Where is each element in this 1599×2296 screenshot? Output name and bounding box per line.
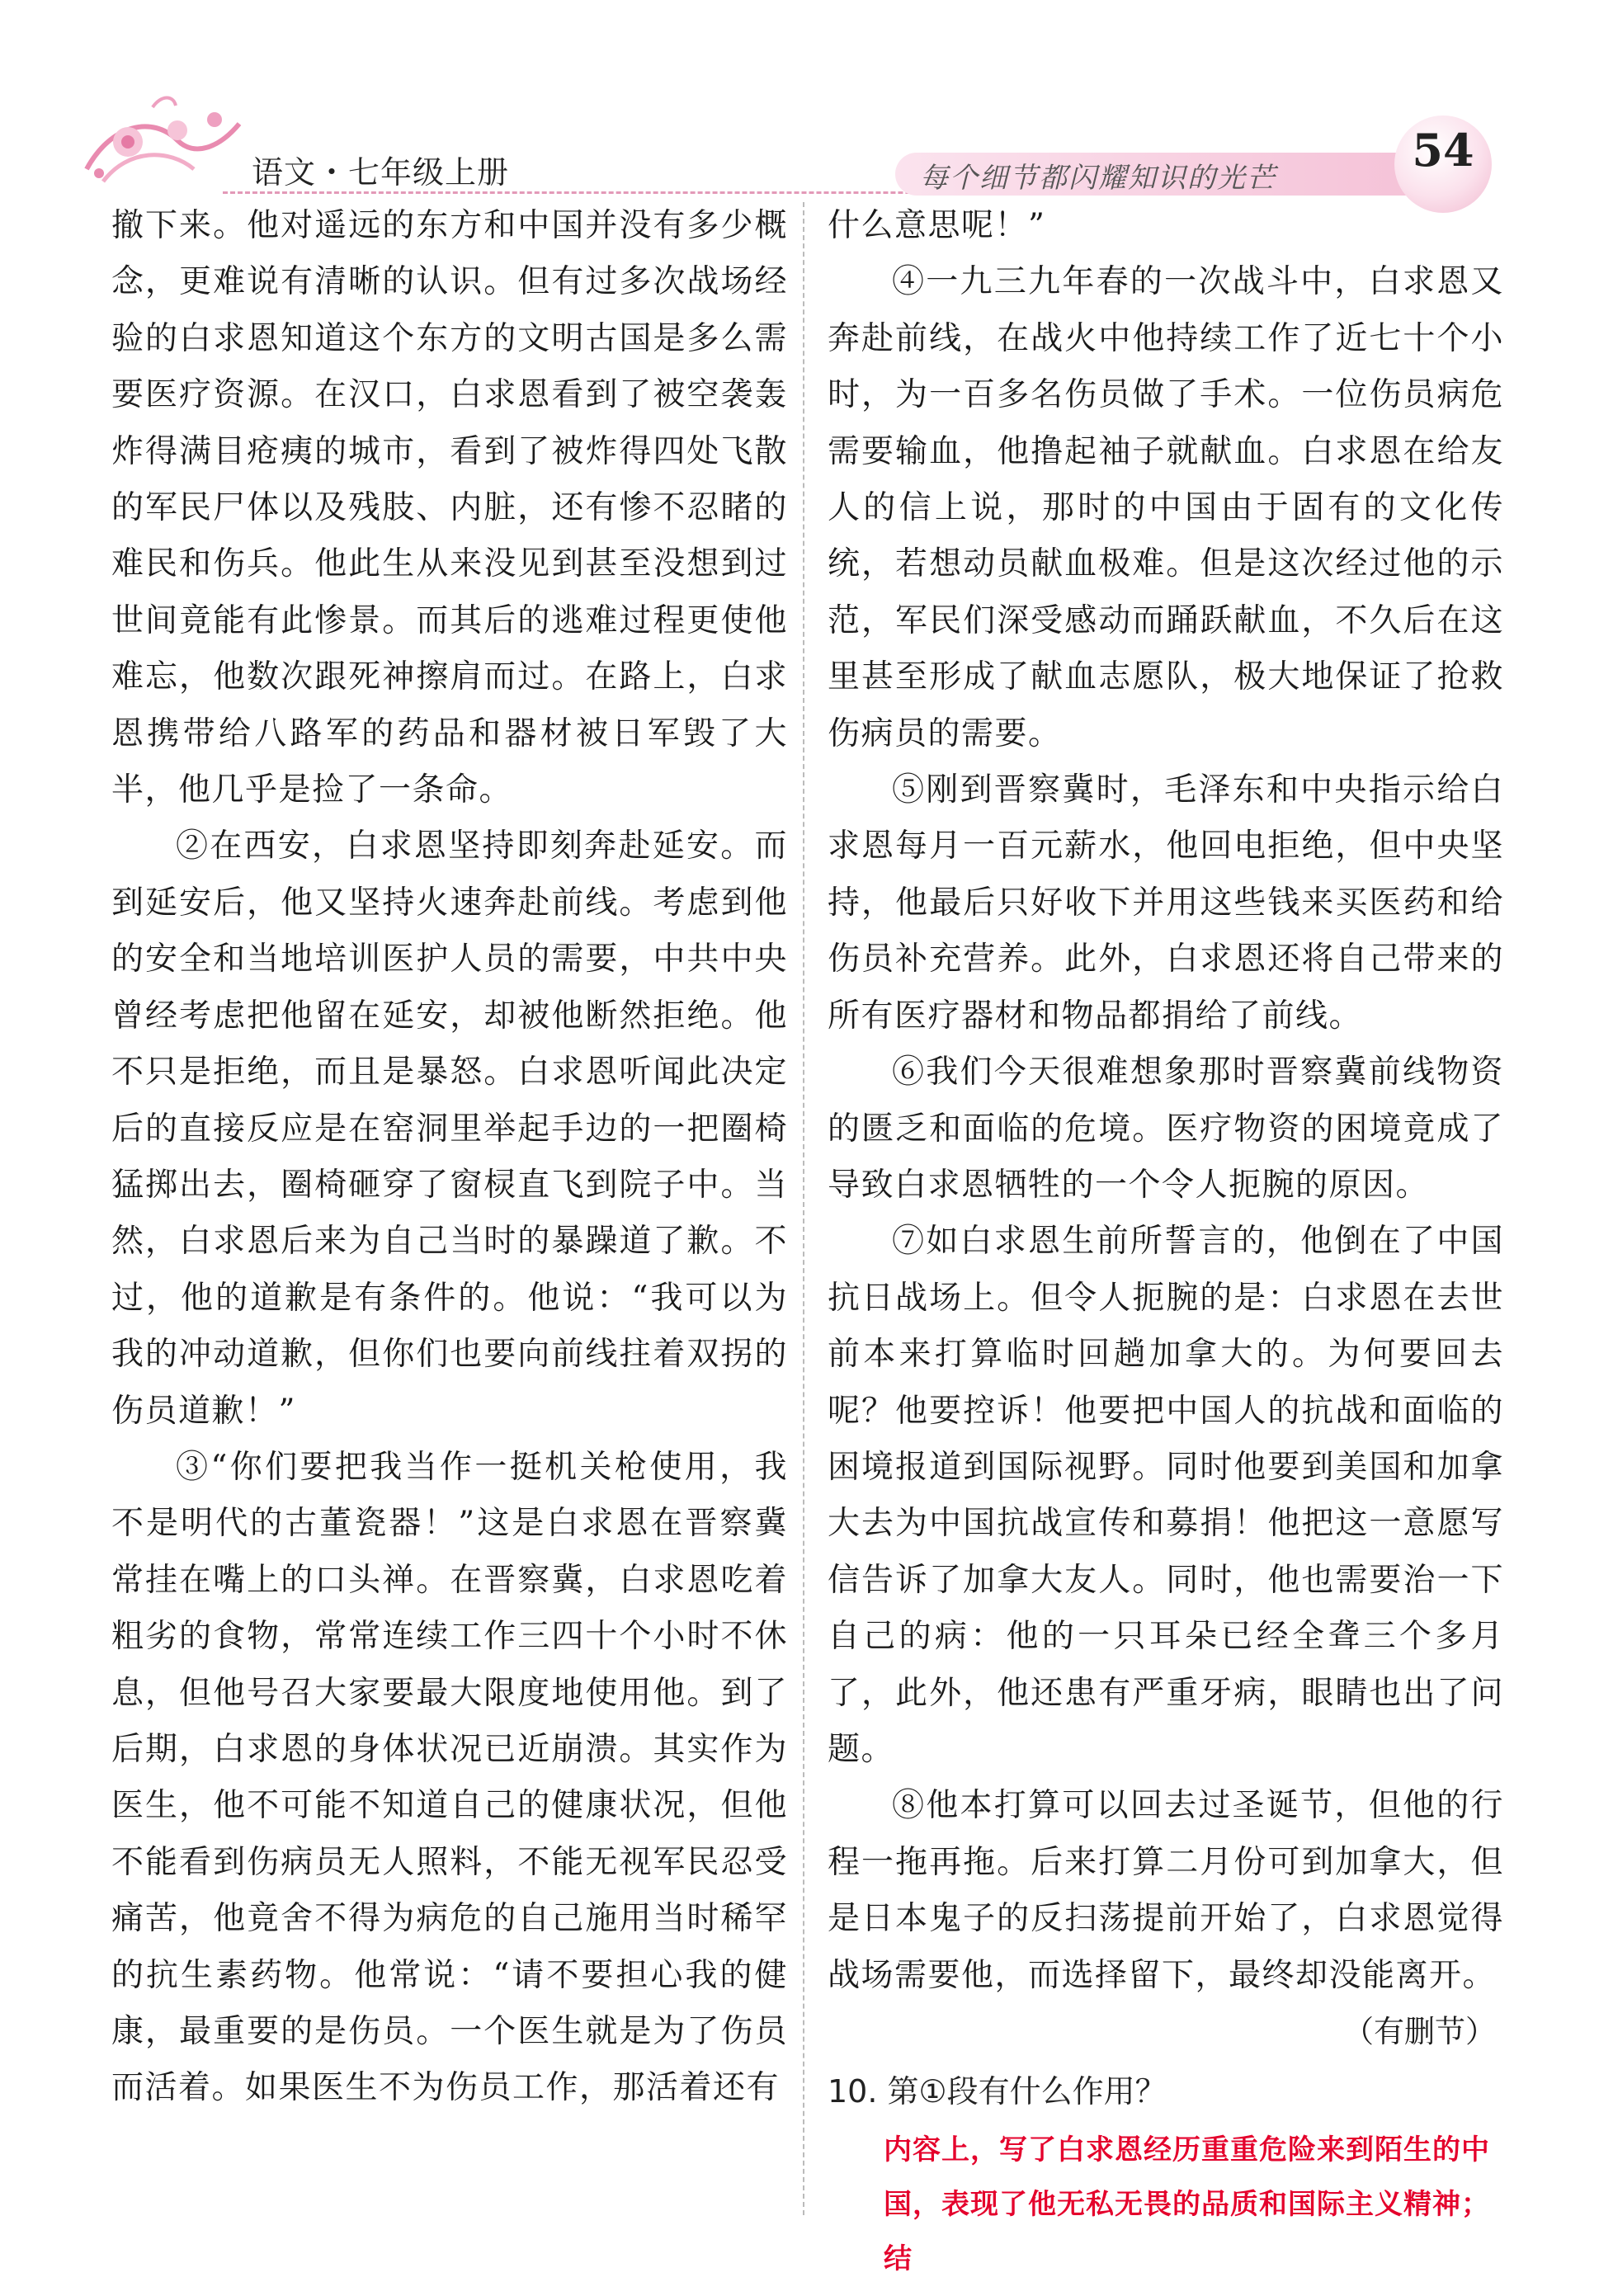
answer-text: 内容上，写了白求恩经历重重危险来到陌生的中国，表现了他无私无畏的品质和国际主义精神；结 — [884, 2133, 1490, 2276]
left-column — [111, 198, 788, 2117]
column-divider — [803, 202, 804, 2215]
paragraph-1-continued: 撤下来。他对遥远的东方和中国并没有多少概念，更难说有清晰的认识。但有过多次战场经验的白求恩知道这个东方的文明古国是多么需要医疗资源。在汉口，白求恩看到了被空袭轰炸得满目疮痍的城市，看到了被炸得四处飞散的军民尸体以及残肢、内脏，还有惨不忍睹的难民和伤兵。他此生从来没见到甚至没想到过世间竟能有此惨景。而其后的逃难过程更使他难忘，他数次跟死神擦肩而过。在路上，白求恩携带给八路军的药品和器材被日军毁了大半，他几乎是捡了一条命。 — [111, 207, 788, 809]
paragraph-2: ②在西安，白求恩坚持即刻奔赴延安。而到延安后，他又坚持火速奔赴前线。考虑到他的安全和当地培训医护人员的需要，中共中央曾经考虑把他留在延安，却被他断然拒绝。他不只是拒绝，而且是暴怒。白求恩听闻此决定后的直接反应是在窑洞里举起手边的一把圈椅猛掷出去，圈椅砸穿了窗棂直飞到院子中。当然，白求恩后来为自己当时的暴躁道了歉。不过，他的道歉是有条件的。他说：“我可以为我的冲动道歉，但你们也要向前线拄着双拐的伤员道歉！” — [111, 827, 788, 1430]
floral-ornament-icon — [78, 91, 252, 198]
paragraph-8: ⑧他本打算可以回去过圣诞节，但他的行程一拖再拖。后来打算二月份可到加拿大，但是日本鬼子的反扫荡提前开始了，白求恩觉得战场需要他，而选择留下，最终却没能离开。 — [828, 1787, 1504, 1994]
right-column — [828, 198, 1504, 2286]
source-note: （有删节） — [1343, 2014, 1496, 2049]
page-header — [0, 0, 1599, 198]
paragraph-7: ⑦如白求恩生前所誓言的，他倒在了中国抗日战场上。但令人扼腕的是：白求恩在去世前本来打算临时回趟加拿大的。为何要回去呢？他要控诉！他要把中国人的抗战和面临的困境报道到国际视野。同时他要到美国和加拿大去为中国抗战宣传和募捐！他把这一意愿写信告诉了加拿大友人。同时，他也需要治一下自己的病：他的一只耳朵已经全聋三个多月了，此外，他还患有严重牙病，眼睛也出了问题。 — [828, 1223, 1504, 1768]
question-10: 10. 第①段有什么作用？ — [828, 2073, 1167, 2110]
paragraph-3-continued: 什么意思呢！” — [828, 207, 1046, 244]
paragraph-5: ⑤刚到晋察冀时，毛泽东和中央指示给白求恩每月一百元薪水，他回电拒绝，但中央坚持，他最后只好收下并用这些钱来买医药和给伤员补充营养。此外，白求恩还将自己带来的所有医疗器材和物品都捐给了前线。 — [828, 771, 1504, 1035]
page-number: 54 — [1412, 124, 1474, 177]
paragraph-3: ③“你们要把我当作一挺机关枪使用，我不是明代的古董瓷器！”这是白求恩在晋察冀常挂在嘴上的口头禅。在晋察冀，白求恩吃着粗劣的食物，常常连续工作三四十个小时不休息，但他号召大家要最大限度地使用他。到了后期，白求恩的身体状况已近崩溃。其实作为医生，他不可能不知道自己的健康状况，但他不能看到伤病员无人照料，不能无视军民忍受痛苦，他竟舍不得为病危的自己施用当时稀罕的抗生素药物。他常说：“请不要担心我的健康，最重要的是伤员。一个医生就是为了伤员而活着。如果医生不为伤员工作，那活着还有 — [111, 1448, 788, 2107]
paragraph-6: ⑥我们今天很难想象那时晋察冀前线物资的匮乏和面临的危境。医疗物资的困境竟成了导致白求恩牺牲的一个令人扼腕的原因。 — [828, 1054, 1504, 1204]
subject-title: 语文・七年级上册 — [252, 154, 510, 191]
paragraph-4: ④一九三九年春的一次战斗中，白求恩又奔赴前线，在战火中他持续工作了近七十个小时，为一百多名伤员做了手术。一位伤员病危需要输血，他撸起袖子就献血。白求恩在给友人的信上说，那时的中国由于固有的文化传统，若想动员献血极难。但是这次经过他的示范，军民们深受感动而踊跃献血，不久后在这里甚至形成了献血志愿队，极大地保证了抢救伤病员的需要。 — [828, 263, 1504, 752]
slogan-text: 每个细节都闪耀知识的光芒 — [920, 162, 1276, 195]
